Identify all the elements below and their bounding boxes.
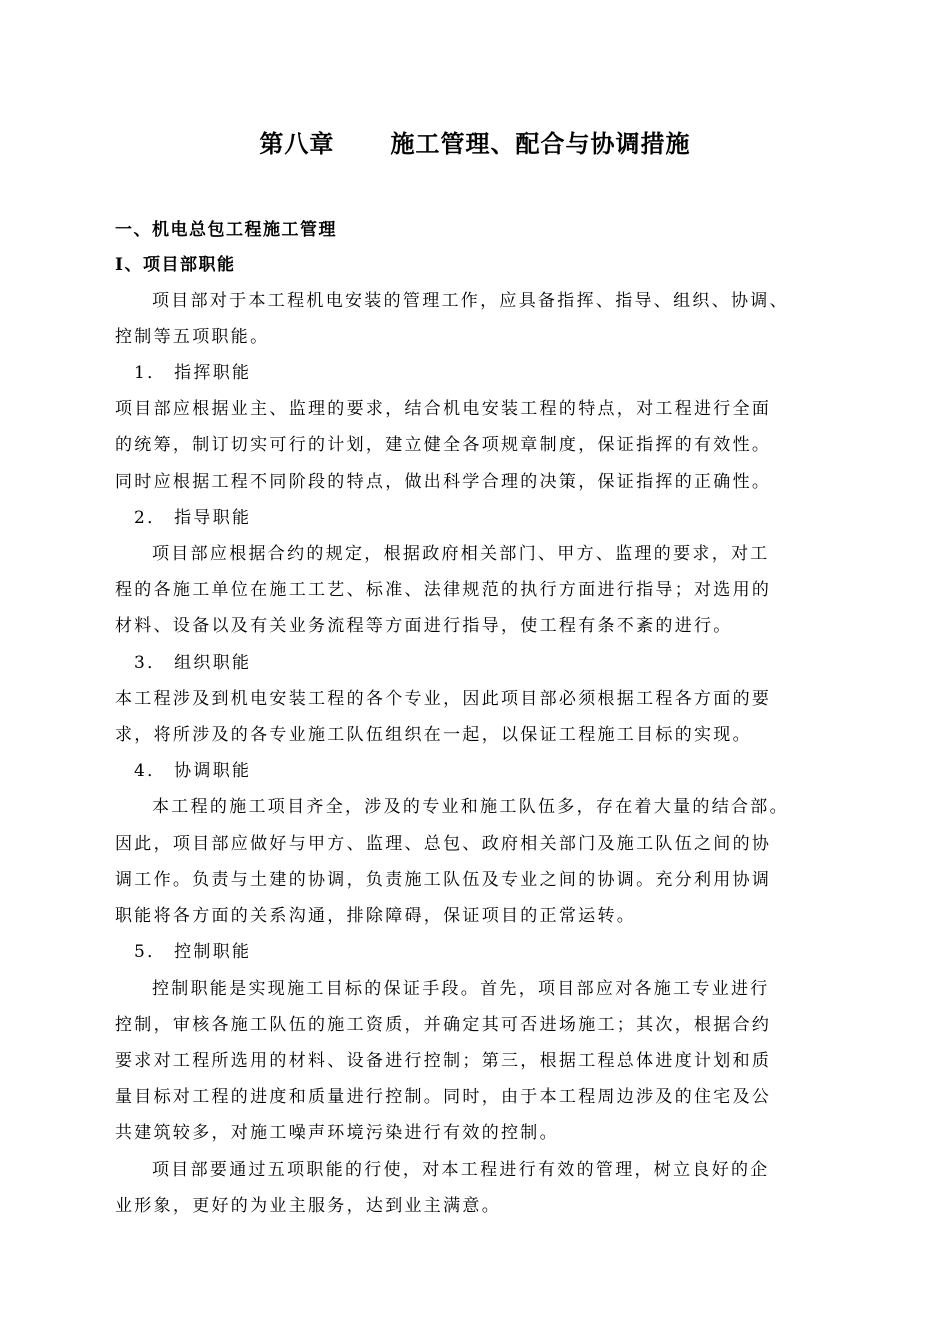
item-title-control: 5． 控制职能 [134, 942, 252, 962]
paragraph-line: 求，将所涉及的各专业施工队伍组织在一起，以保证工程施工目标的实现。 [115, 725, 752, 745]
paragraph-line: 本工程涉及到机电安装工程的各个专业，因此项目部必须根据工程各方面的要 [115, 689, 772, 709]
paragraph-line: 程的各施工单位在施工工艺、标准、法律规范的执行方面进行指导；对选用的 [115, 580, 772, 600]
item-title-coordination: 4． 协调职能 [134, 761, 252, 781]
paragraph-line: 项目部应根据合约的规定，根据政府相关部门、甲方、监理的要求，对工 [152, 544, 770, 564]
paragraph-line: 本工程的施工项目齐全，涉及的专业和施工队伍多，存在着大量的结合部。 [152, 797, 789, 817]
item-title-command: 1． 指挥职能 [134, 363, 252, 383]
closing-line: 业形象，更好的为业主服务，达到业主满意。 [115, 1196, 501, 1216]
subsection-heading: Ⅰ、项目部职能 [115, 255, 236, 275]
paragraph-line: 调工作。负责与土建的协调，负责施工队伍及专业之间的协调。充分利用协调 [115, 870, 772, 890]
section-heading: 一、机电总包工程施工管理 [115, 220, 337, 240]
paragraph-line: 同时应根据工程不同阶段的特点，做出科学合理的决策，保证指挥的正确性。 [115, 472, 772, 492]
paragraph-line: 量目标对工程的进度和质量进行控制。同时，由于本工程周边涉及的住宅及公 [115, 1087, 772, 1107]
paragraph-line: 材料、设备以及有关业务流程等方面进行指导，使工程有条不紊的进行。 [115, 616, 733, 636]
paragraph-line: 要求对工程所选用的材料、设备进行控制；第三，根据工程总体进度计划和质 [115, 1051, 772, 1071]
item-title-organization: 3． 组织职能 [134, 653, 252, 673]
paragraph-line: 控制职能是实现施工目标的保证手段。首先，项目部应对各施工专业进行 [152, 979, 770, 999]
intro-line: 项目部对于本工程机电安装的管理工作，应具备指挥、指导、组织、协调、 [152, 291, 789, 311]
paragraph-line: 共建筑较多，对施工噪声环境污染进行有效的控制。 [115, 1123, 559, 1143]
item-title-guidance: 2． 指导职能 [134, 508, 252, 528]
paragraph-line: 职能将各方面的关系沟通，排除障碍，保证项目的正常运转。 [115, 906, 637, 926]
closing-line: 项目部要通过五项职能的行使，对本工程进行有效的管理，树立良好的企 [152, 1160, 770, 1180]
intro-line: 控制等五项职能。 [115, 327, 270, 347]
chapter-title: 第八章 施工管理、配合与协调措施 [259, 129, 691, 158]
paragraph-line: 的统筹，制订切实可行的计划，建立健全各项规章制度，保证指挥的有效性。 [115, 435, 772, 455]
paragraph-line: 项目部应根据业主、监理的要求，结合机电安装工程的特点，对工程进行全面 [115, 399, 772, 419]
paragraph-line: 因此，项目部应做好与甲方、监理、总包、政府相关部门及施工队伍之间的协 [115, 834, 772, 854]
paragraph-line: 控制，审核各施工队伍的施工资质，并确定其可否进场施工；其次，根据合约 [115, 1015, 772, 1035]
